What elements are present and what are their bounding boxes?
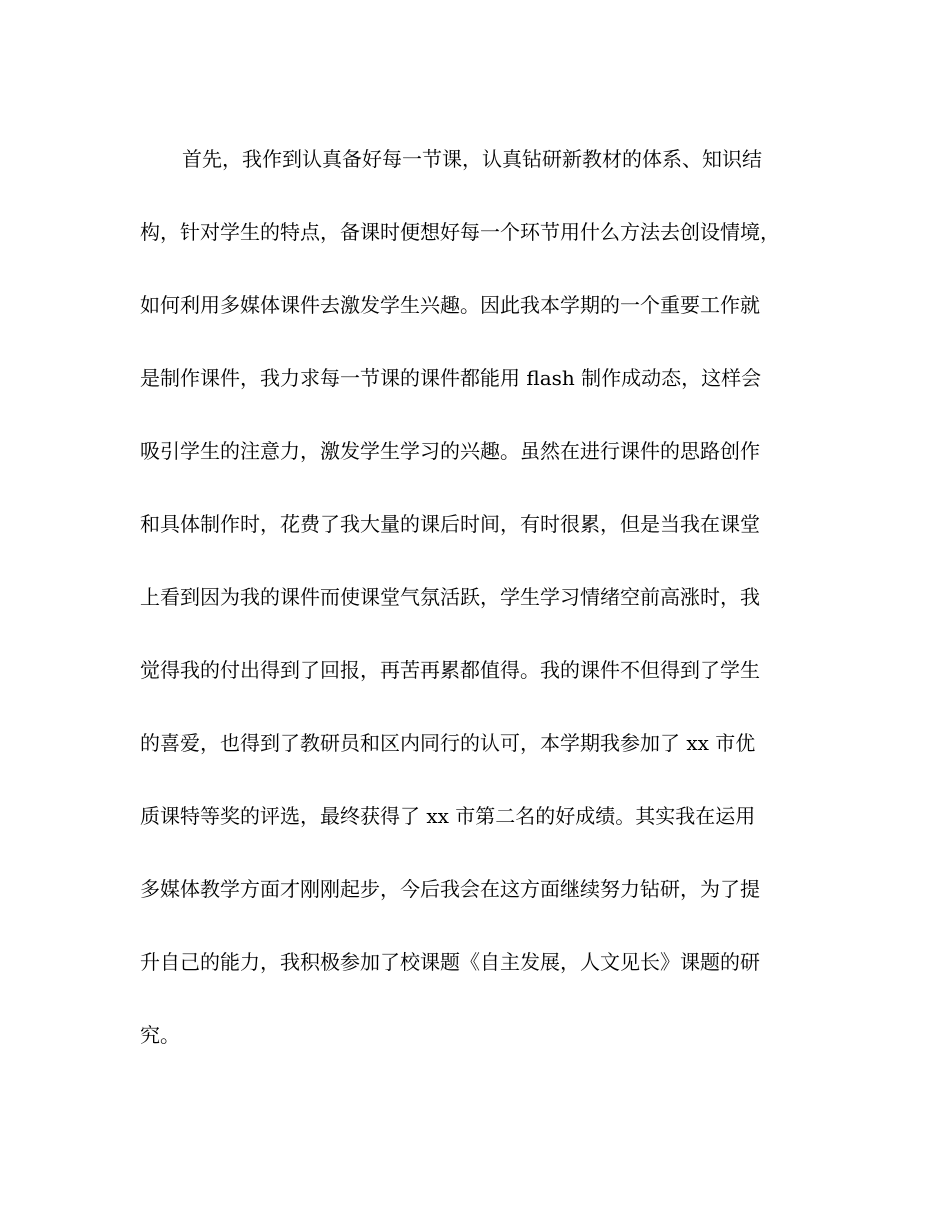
paragraph-line-2: 构，针对学生的特点，备课时便想好每一个环节用什么方法去创设情境， xyxy=(140,220,780,244)
paragraph-line-3: 如何利用多媒体课件去激发学生兴趣。因此我本学期的一个重要工作就 xyxy=(140,293,760,317)
paragraph-line-8: 觉得我的付出得到了回报，再苦再累都值得。我的课件不但得到了学生 xyxy=(140,658,760,682)
paragraph-line-4: 是制作课件，我力求每一节课的课件都能用 flash 制作成动态，这样会 xyxy=(140,366,762,390)
paragraph-line-10: 质课特等奖的评选，最终获得了 xx 市第二名的好成绩。其实我在运用 xyxy=(140,804,756,828)
paragraph-line-1: 首先，我作到认真备好每一节课，认真钻研新教材的体系、知识结 xyxy=(182,147,762,171)
paragraph-line-11: 多媒体教学方面才刚刚起步，今后我会在这方面继续努力钻研，为了提 xyxy=(140,877,760,901)
paragraph-line-5: 吸引学生的注意力，激发学生学习的兴趣。虽然在进行课件的思路创作 xyxy=(140,439,760,463)
paragraph-line-12: 升自己的能力，我积极参加了校课题《自主发展，人文见长》课题的研 xyxy=(140,950,760,974)
paragraph-line-9: 的喜爱，也得到了教研员和区内同行的认可，本学期我参加了 xx 市优 xyxy=(140,731,756,755)
paragraph-line-6: 和具体制作时，花费了我大量的课后时间，有时很累，但是当我在课堂 xyxy=(140,512,760,536)
paragraph-line-13: 究。 xyxy=(140,1023,180,1047)
paragraph-line-7: 上看到因为我的课件而使课堂气氛活跃，学生学习情绪空前高涨时，我 xyxy=(140,585,760,609)
